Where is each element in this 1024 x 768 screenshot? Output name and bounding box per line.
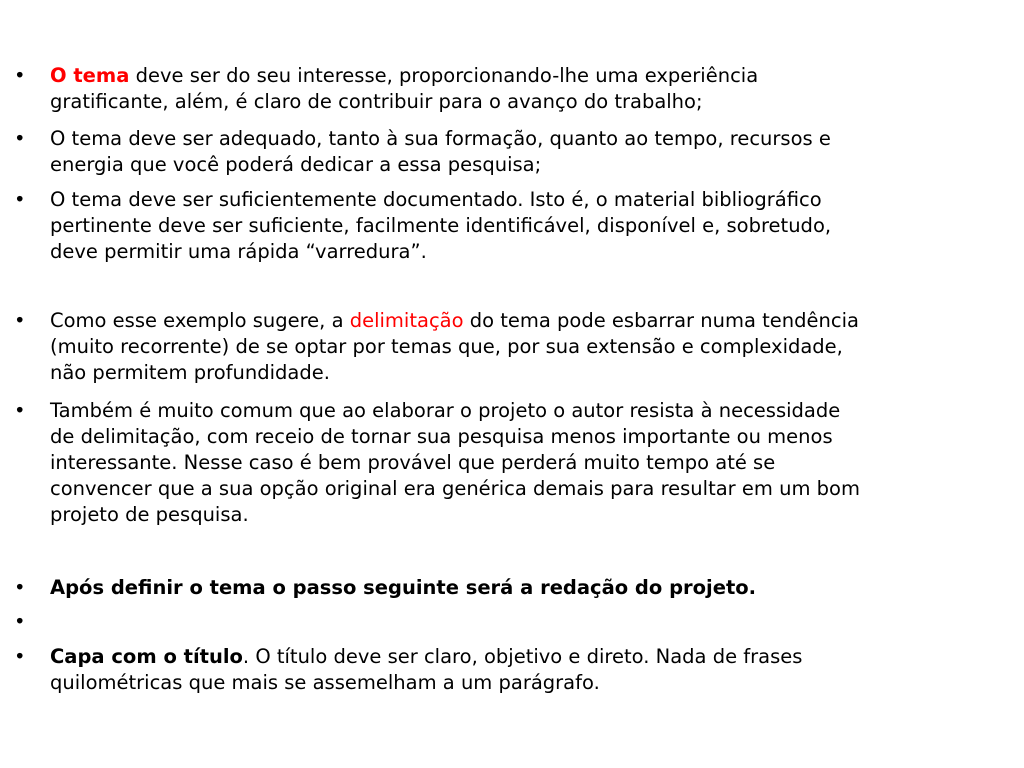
text-line: convencer que a sua opção original era genérica demais para resultar em um bom: [50, 477, 860, 500]
text-line: [50, 63, 1010, 89]
bullet-icon: •: [14, 645, 26, 668]
list-item-text: [50, 398, 1010, 528]
text-span: do tema pode esbarrar numa tendência: [463, 309, 859, 332]
text-line: O tema deve ser suficientemente documentado. Isto é, o material bibliográfico: [50, 188, 822, 211]
list-item-text: [50, 187, 1010, 265]
list-item-text: [50, 575, 1010, 601]
text-span: Como esse exemplo sugere, a: [50, 309, 350, 332]
text-line: (muito recorrente) de se optar por temas que, por sua extensão e complexidade,: [50, 335, 843, 358]
text-line: O tema deve ser adequado, tanto à sua formação, quanto ao tempo, recursos e: [50, 127, 831, 150]
text-line: Após definir o tema o passo seguinte será a redação do projeto.: [50, 576, 757, 599]
bullet-icon: •: [14, 188, 26, 211]
highlight-bold: Capa com o título: [50, 645, 243, 668]
list-item-text: [50, 63, 1010, 115]
bullet-icon: •: [14, 399, 26, 422]
text-line: projeto de pesquisa.: [50, 503, 249, 526]
bullet-icon: •: [14, 127, 26, 150]
highlight-red-bold: O tema: [50, 64, 130, 87]
list-item-text: [50, 308, 1010, 386]
text-span: . O título deve ser claro, objetivo e direto. Nada de frases: [242, 645, 803, 668]
text-line: deve permitir uma rápida “varredura”.: [50, 240, 427, 263]
text-line: pertinente deve ser suficiente, facilmente identificável, disponível e, sobretudo,: [50, 214, 832, 237]
bullet-icon: •: [14, 610, 26, 633]
text-line: de delimitação, com receio de tornar sua pesquisa menos importante ou menos: [50, 425, 833, 448]
text-line: quilométricas que mais se assemelham a um parágrafo.: [50, 671, 600, 694]
text-line: interessante. Nesse caso é bem provável que perderá muito tempo até se: [50, 451, 776, 474]
bullet-icon: •: [14, 64, 26, 87]
text-line: não permitem profundidade.: [50, 361, 330, 384]
text-line: energia que você poderá dedicar a essa pesquisa;: [50, 153, 542, 176]
text-line: [50, 644, 1010, 670]
list-item-text: [50, 644, 1010, 696]
bullet-icon: •: [14, 309, 26, 332]
list-item-text: [50, 126, 1010, 178]
text-line: Também é muito comum que ao elaborar o projeto o autor resista à necessidade: [50, 399, 841, 422]
highlight-red: delimitação: [349, 309, 464, 332]
bullet-icon: •: [14, 576, 26, 599]
text-line: [50, 308, 1010, 334]
text-span: deve ser do seu interesse, proporcionando-lhe uma experiência: [129, 64, 759, 87]
text-line: gratificante, além, é claro de contribuir para o avanço do trabalho;: [50, 90, 703, 113]
